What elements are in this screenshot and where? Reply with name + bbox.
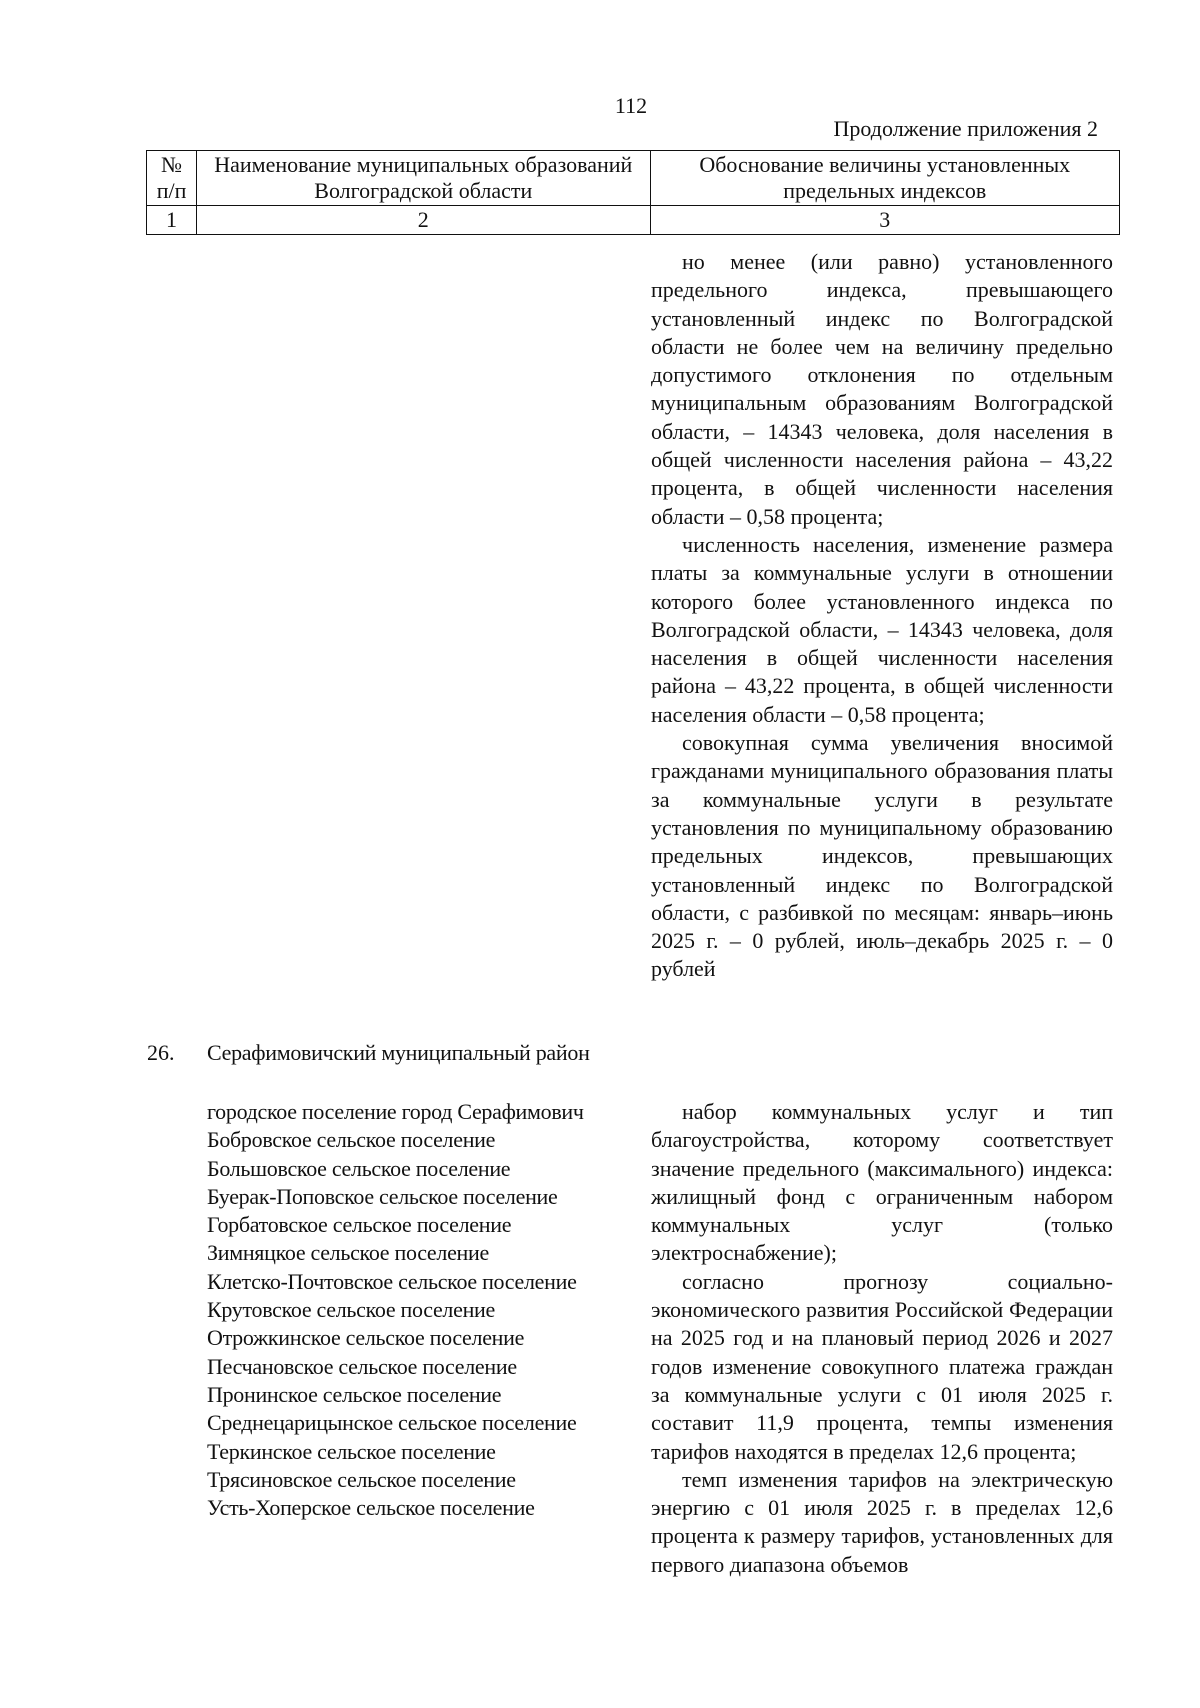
- header-number-column: № п/п: [147, 151, 197, 206]
- justification-paragraph: набор коммунальных услуг и тип благоустройства, которому соответствует значение предельного (максимального) индекса: жилищный фонд с ограниченным набором коммунальных услуг (только электроснабжение);: [651, 1099, 1113, 1266]
- row-number: 26.: [147, 1040, 175, 1065]
- settlement-item: Усть-Хоперское сельское поселение: [207, 1495, 535, 1521]
- settlement-list: [207, 1098, 584, 1522]
- page-number: 112: [614, 93, 648, 118]
- justification-paragraph: численность населения, изменение размера платы за коммунальные услуги в отношении которого более установленного индекса по Волгоградской области, – 14343 человека, доля населения в общей численности населения района – 43,22 процента, в общей численности населения области – 0,58 процента;: [651, 531, 1113, 727]
- settlement-item: Песчановское сельское поселение: [207, 1353, 517, 1379]
- settlement-item: городское поселение город Серафимович: [207, 1099, 584, 1124]
- column-number-3: 3: [650, 206, 1120, 235]
- header-justification-column: Обоснование величины установленных предельных индексов: [650, 151, 1120, 206]
- column-number-2: 2: [197, 206, 650, 235]
- settlement-item: Бобровское сельское поселение: [207, 1127, 496, 1153]
- header-row: [147, 151, 1120, 206]
- district-name: Серафимовичский муниципальный район: [207, 1040, 590, 1065]
- settlement-item: Зимняцкое сельское поселение: [207, 1240, 489, 1266]
- settlement-item: Трясиновское сельское поселение: [207, 1466, 516, 1492]
- justification-paragraph: темп изменения тарифов на электрическую энергию с 01 июля 2025 г. в пределах 12,6 процента к размеру тарифов, установленных для первого диапазона объемов: [651, 1466, 1113, 1577]
- settlement-item: Большовское сельское поселение: [207, 1155, 511, 1181]
- settlement-item: Клетско-Почтовское сельское поселение: [207, 1268, 577, 1294]
- district-justification: [651, 1098, 1113, 1579]
- settlement-item: Горбатовское сельское поселение: [207, 1212, 512, 1238]
- settlement-item: Среднецарицынское сельское поселение: [207, 1410, 577, 1436]
- continuation-note: Продолжение приложения 2: [833, 116, 1098, 141]
- justification-paragraph: согласно прогнозу социально-экономического развития Российской Федерации на 2025 год и на плановый период 2026 и 2027 годов изменение совокупного платежа граждан за коммунальные услуги с 01 июля 2025 г. составит 11,9 процента, темпы изменения тарифов находятся в пределах 12,6 процента;: [651, 1268, 1113, 1464]
- settlement-item: Отрожкинское сельское поселение: [207, 1325, 525, 1351]
- settlement-item: Теркинское сельское поселение: [207, 1438, 496, 1464]
- settlement-item: Буерак-Поповское сельское поселение: [207, 1183, 558, 1209]
- settlement-item: Крутовское сельское поселение: [207, 1297, 495, 1323]
- header-numbering-row: [147, 206, 1120, 235]
- header-name-column: Наименование муниципальных образований Волгоградской области: [197, 151, 650, 206]
- justification-paragraph: совокупная сумма увеличения вносимой гражданами муниципального образования платы за коммунальные услуги в результате установления по муниципальному образованию предельных индексов, превышающих установленный индекс по Волгоградской области, с разбивкой по месяцам: январь–июнь 2025 г. – 0 рублей, июль–декабрь 2025 г. – 0 рублей: [651, 730, 1113, 982]
- settlement-item: Пронинское сельское поселение: [207, 1381, 502, 1407]
- table-header: [146, 150, 1120, 235]
- justification-paragraph: но менее (или равно) установленного предельного индекса, превышающего установленный индекс по Волгоградской области не более чем на величину предельно допустимого отклонения по отдельным муниципальным образованиям Волгоградской области, – 14343 человека, доля населения в общей численности населения района – 43,22 процента, в общей численности населения области – 0,58 процента;: [651, 249, 1113, 529]
- column-number-1: 1: [147, 206, 197, 235]
- justification-continued: [651, 248, 1113, 984]
